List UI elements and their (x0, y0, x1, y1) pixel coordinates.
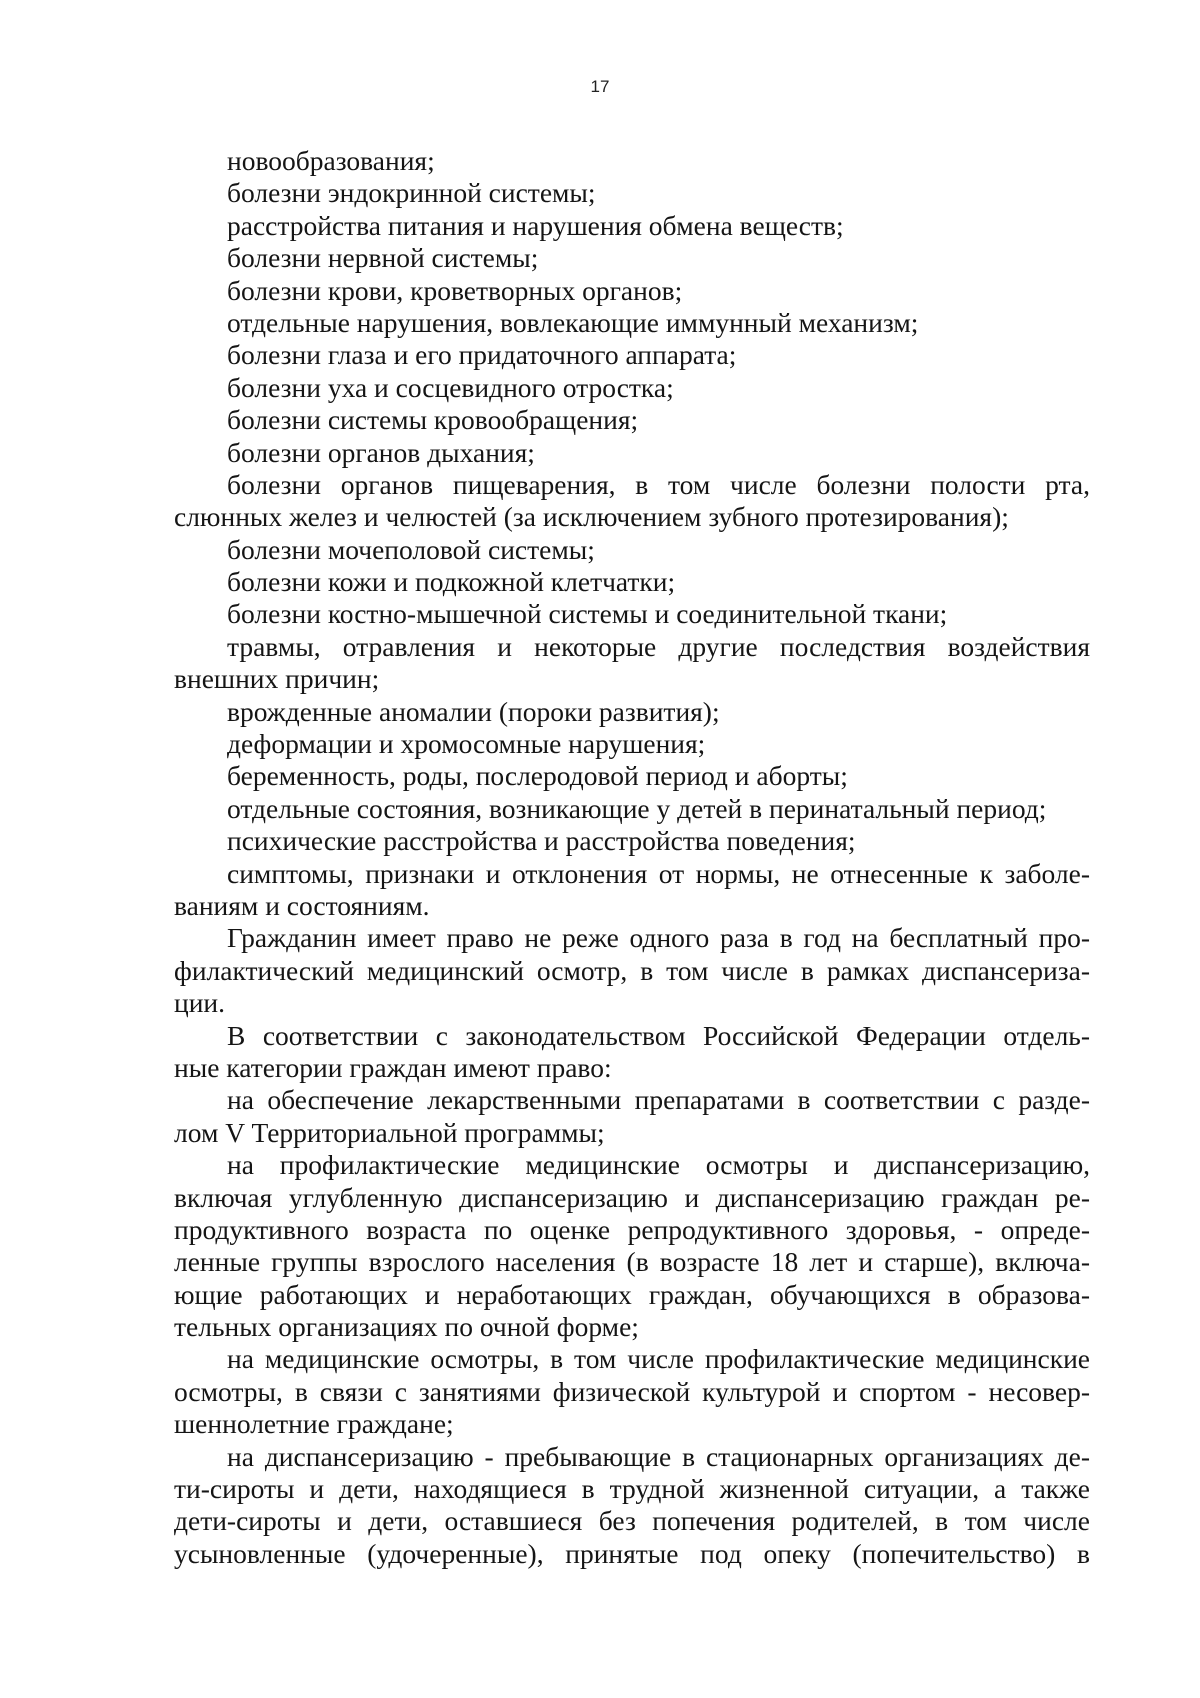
text-line: расстройства питания и нарушения обмена веществ; (227, 209, 844, 241)
text-line: болезни глаза и его придаточного аппарата; (227, 339, 737, 371)
text-line: болезни мочеполовой системы; (227, 533, 595, 565)
text-line: лом V Территориальной программы; (174, 1116, 605, 1148)
text-line: включая углубленную диспансеризацию и диспансеризацию граждан ре- (174, 1181, 1090, 1213)
text-line: усыновленные (удочеренные), принятые под опеку (попечительство) в (174, 1537, 1090, 1569)
text-line: ции. (174, 987, 226, 1019)
text-line: деформации и хромосомные нарушения; (227, 728, 706, 760)
text-line: отдельные состояния, возникающие у детей в перинатальный период; (227, 792, 1047, 824)
text-line: на диспансеризацию - пребывающие в стационарных организациях де- (227, 1440, 1090, 1472)
text-line: на обеспечение лекарственными препаратами в соответствии с разде- (227, 1084, 1090, 1116)
text-line: болезни органов пищеварения, в том числе болезни полости рта, (227, 468, 1090, 500)
text-line: осмотры, в связи с занятиями физической культурой и спортом - несовер- (174, 1375, 1090, 1407)
text-line: ные категории граждан имеют право: (174, 1051, 612, 1083)
text-line: В соответствии с законодательством Российской Федерации отдель- (227, 1019, 1090, 1051)
text-line: тельных организациях по очной форме; (174, 1311, 639, 1343)
document-body (174, 145, 1090, 1570)
text-line: симптомы, признаки и отклонения от нормы, не отнесенные к заболе- (227, 857, 1090, 889)
text-line: ти-сироты и дети, находящиеся в трудной жизненной ситуации, а также (174, 1473, 1090, 1505)
text-line: болезни эндокринной системы; (227, 177, 596, 209)
text-line: внешних причин; (174, 663, 380, 695)
text-line: продуктивного возраста по оценке репродуктивного здоровья, - опреде- (174, 1213, 1090, 1245)
text-line: болезни уха и сосцевидного отростка; (227, 371, 674, 403)
text-line: ющие работающих и неработающих граждан, обучающихся в образова- (174, 1278, 1090, 1310)
text-line: филактический медицинский осмотр, в том числе в рамках диспансериза- (174, 954, 1090, 986)
text-line: болезни костно-мышечной системы и соединительной ткани; (227, 598, 948, 630)
text-line: болезни системы кровообращения; (227, 404, 639, 436)
text-line: шеннолетние граждане; (174, 1408, 454, 1440)
text-line: психические расстройства и расстройства поведения; (227, 825, 856, 857)
text-line: болезни кожи и подкожной клетчатки; (227, 566, 676, 598)
text-line: ленные группы взрослого населения (в возрасте 18 лет и старше), включа- (174, 1246, 1090, 1278)
text-line: травмы, отравления и некоторые другие последствия воздействия (227, 630, 1090, 662)
text-line: дети-сироты и дети, оставшиеся без попечения родителей, в том числе (174, 1505, 1090, 1537)
text-line: слюнных желез и челюстей (за исключением зубного протезирования); (174, 501, 1009, 533)
text-line: врожденные аномалии (пороки развития); (227, 695, 720, 727)
text-line: отдельные нарушения, вовлекающие иммунный механизм; (227, 306, 919, 338)
text-line: болезни органов дыхания; (227, 436, 535, 468)
text-line: болезни крови, кроветворных органов; (227, 274, 683, 306)
text-line: беременность, роды, послеродовой период и аборты; (227, 760, 848, 792)
text-line: новообразования; (227, 145, 435, 176)
text-line: Гражданин имеет право не реже одного раза в год на бесплатный про- (227, 922, 1090, 954)
text-line: болезни нервной системы; (227, 242, 539, 274)
text-line: на профилактические медицинские осмотры и диспансеризацию, (227, 1149, 1090, 1181)
text-line: ваниям и состояниям. (174, 889, 430, 921)
text-line: на медицинские осмотры, в том числе профилактические медицинские (227, 1343, 1090, 1375)
page-number: 17 (590, 77, 610, 96)
